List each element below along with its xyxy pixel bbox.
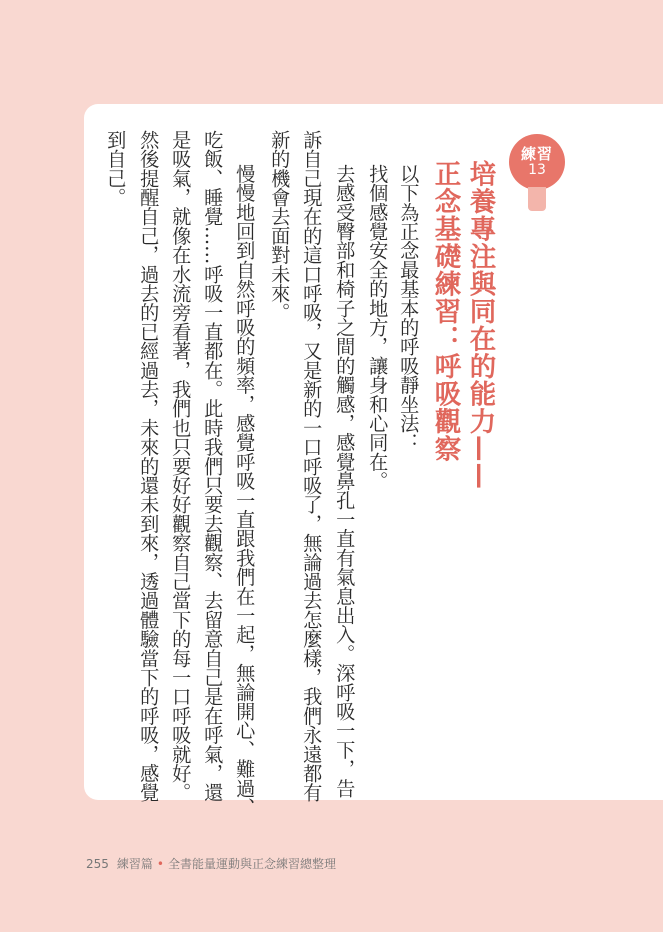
footer-separator: • xyxy=(156,857,164,871)
body-line-6: 慢慢地回到自然呼吸的頻率，感覺呼吸一直跟我們在一起，無論開心、難過、 xyxy=(233,164,257,817)
body-line-10: 到自己。 xyxy=(104,130,128,207)
badge-number: 13 xyxy=(528,161,546,178)
body-line-8: 是吸氣，就像在水流旁看著，我們也只要好好觀察自己當下的每一口呼吸就好。 xyxy=(169,130,193,802)
badge-tab xyxy=(528,187,546,211)
footer-chapter: 全書能量運動與正念練習總整理 xyxy=(168,857,337,871)
body-line-9: 然後提醒自己，過去的已經過去，未來的還未到來，透過體驗當下的呼吸，感覺 xyxy=(137,130,161,802)
title-line-2: 正念基礎練習：呼吸觀察 xyxy=(429,160,461,463)
body-line-7: 吃飯、睡覺……呼吸一直都在。此時我們只要去觀察、去留意自己是在呼氣，還 xyxy=(201,130,225,802)
exercise-badge xyxy=(509,134,565,190)
body-line-1: 以下為正念最基本的呼吸靜坐法： xyxy=(397,164,421,452)
body-line-2: 找個感覺安全的地方，讓身和心同在。 xyxy=(366,164,390,491)
body-line-4: 訴自己現在的這口呼吸，又是新的一口呼吸了，無論過去怎麼樣，我們永遠都有 xyxy=(300,130,324,802)
body-line-5: 新的機會去面對未來。 xyxy=(268,130,292,322)
title-line-1: 培養專注與同在的能力—— xyxy=(464,160,496,490)
footer-section: 練習篇 xyxy=(116,857,153,871)
page-number: 255 xyxy=(86,857,109,871)
badge-label: 練習 xyxy=(520,144,553,163)
body-line-3: 去感受臀部和椅子之間的觸感，感覺鼻孔一直有氣息出入。深呼吸一下，告 xyxy=(333,164,357,798)
page-footer xyxy=(86,855,336,872)
